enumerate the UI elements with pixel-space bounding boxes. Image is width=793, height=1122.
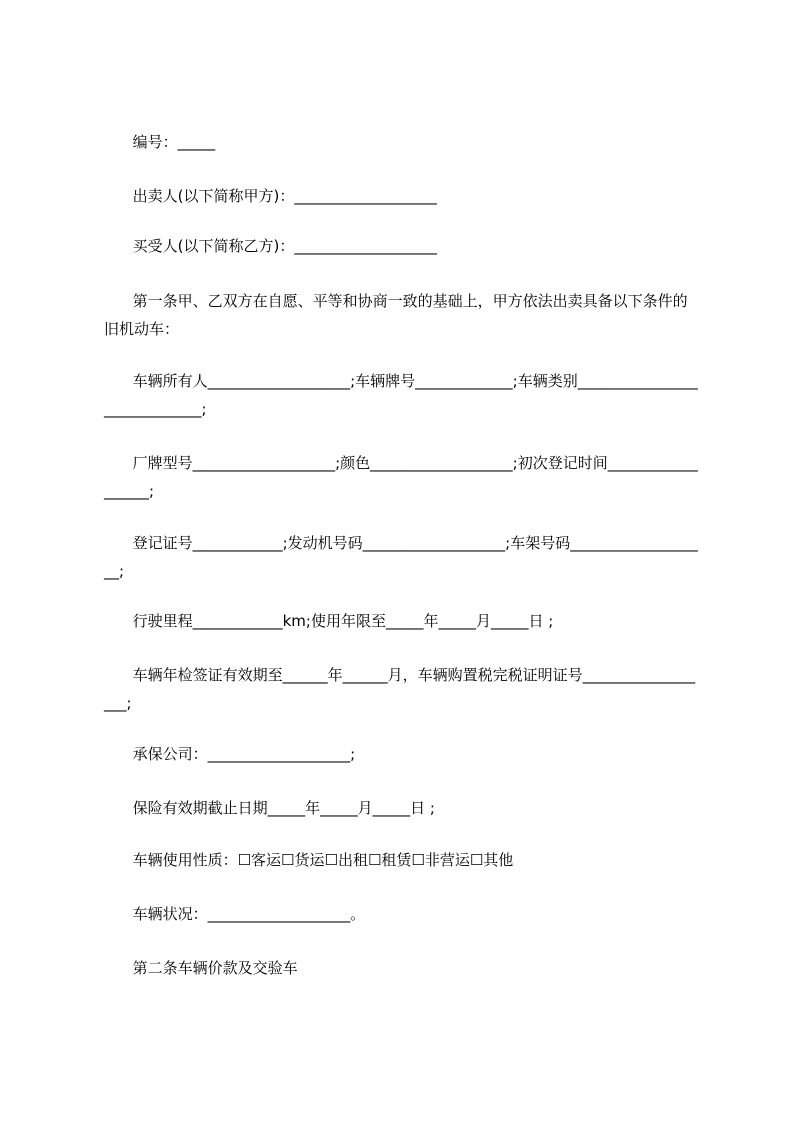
insurer-line: 承保公司：___________________; [104,745,356,763]
article-two-heading: 第二条车辆价款及交验车 [104,959,298,977]
article-one-paragraph: 第一条甲、乙双方在自愿、平等和协商一致的基础上，甲方依法出卖具备以下条件的旧机动车： [104,292,688,338]
insurance-expiry-line: 保险有效期截止日期_____年_____月_____日 ; [104,799,435,817]
brand-model-paragraph: 厂牌型号___________________;颜色___________________;初次登记时间__________________; [104,454,698,500]
seller-line: 出卖人(以下简称甲方)：___________________ [104,187,437,205]
contract-number-line: 编号：_____ [104,133,216,151]
inspection-paragraph: 车辆年检签证有效期至______年______月，车辆购置税完税证明证号__________________; [104,666,696,712]
usage-nature-line: 车辆使用性质：☐客运☐货运☐出租☐租赁☐非营运☐其他 [104,851,514,869]
buyer-line: 买受人(以下简称乙方)：___________________ [104,237,437,255]
registration-number-paragraph: 登记证号____________;发动机号码___________________;车架号码___________________; [104,534,698,580]
vehicle-condition-line: 车辆状况：___________________。 [104,905,366,923]
vehicle-owner-paragraph: 车辆所有人___________________;车辆牌号_____________;车辆类别_____________________________; [104,372,698,418]
mileage-line: 行驶里程____________km;使用年限至_____年_____月_____日 ; [104,612,554,630]
